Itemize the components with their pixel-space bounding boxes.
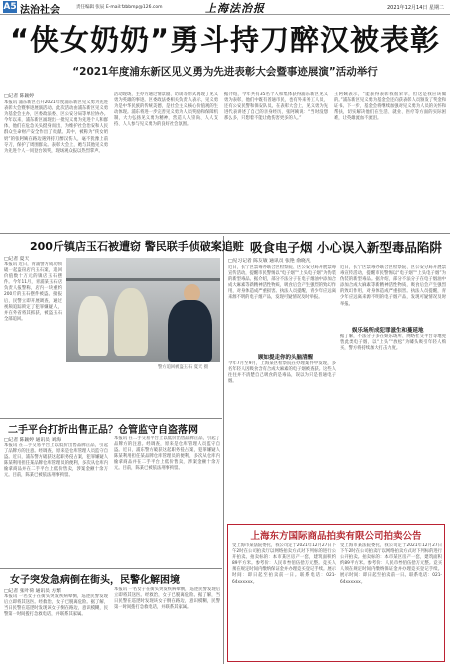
platform-story-body-1: 本报讯 在二手交易平台上以低价出售品牌正品，引起了品牌方的注意。经调查，原来是仓库管理人员监守自盗。近日，浦东警方破获这起职务侵占案，犯罪嫌疑人陈某利用担任某品牌仓库管理员的便利，多次从仓库内偷拿商品并在二手平台上低价售卖，涉案金额十余万元。目前，陈某已被依法刑事拘留。 (4, 443, 108, 479)
vape-story-body-3: 据了解，不法分子多在娱乐场所、网络社交平台等地兜售此类电子烟，以“上头”“放松”为噱头吸引年轻人购买，警方将持续加大打击力度。 (340, 334, 446, 352)
newspaper-masthead: 上海法治报 (205, 2, 265, 15)
photo-shelf (66, 278, 220, 281)
platform-story-body-2: 本报讯 在二手交易平台上以低价出售品牌正品，引起了品牌方的注意。经调查，原来是仓库管理人员监守自盗。近日，浦东警方破获这起职务侵占案，犯罪嫌疑人陈某利用担任某品牌仓库管理员的便利，多次从仓库内偷拿商品并在二手平台上低价售卖，涉案金额十余万元。目前，陈某已被依法刑事拘留。 (114, 436, 220, 472)
lead-column-4: 王阿姨表示，“能获得表彰我很荣幸，但这是我应该做的。”浦东新区见义勇为基金会还向获表彰人员颁发了奖金和证书。下一步，基金会将继续加强对见义勇为人员的关怀和帮扶，切实解决他们在生活、就业、医疗等方面的实际困难，让英雄流血不流泪。 (334, 92, 446, 122)
girl-divider (0, 568, 222, 569)
auction-notice-body-2: 受上海市某法院委托，我公司定于2021年12月27日下午2时在公司拍卖厅以网络拍卖方式对下列标的进行公开拍卖。拍卖标的：本市某区房产一套，建筑面积约89平方米。参考价：人民币叁佰伍拾万元整。竞买人须在规定时间内缴纳保证金并办理竞买登记手续。展示时间：即日起至拍卖前一日。联系电话：021-64xxxxxx。 (340, 543, 442, 585)
platform-divider (0, 418, 222, 419)
page-header (0, 0, 450, 15)
section-name: 法治社会 (20, 5, 60, 16)
jade-story-byline: □记者 夏天 (4, 257, 30, 262)
auction-notice-title: 上海东方国际商品拍卖有限公司拍卖公告 (250, 531, 422, 542)
jade-sculpture-left (78, 296, 108, 356)
jade-story-body: 本报讯 近日，青浦警方成功侦破一起盗窃店内玉石案，追回价值数十万元的镇店玉石摆件。今年11月，青浦某玉石店负责人报警称，店内一块重约200斤的玉石摆件被盗。接报后，民警立即开展调查，通过视频追踪锁定了犯罪嫌疑人，并在外省将其抓获，被盗玉石全部追回。 (4, 262, 62, 322)
lead-byline: □记者 陈颖婷 (4, 94, 35, 99)
vape-story-body-2: 今年7月至9月，上海某区检察院在办理案件中发现，多名年轻人因吸食含有合成大麻素的电子烟被查获。这些人往往并不清楚自己吸食的是毒品，误以为只是普通电子烟。 (228, 361, 336, 385)
lead-column-3: 据介绍，今年共有35名个人和集体获得浦东新区见义勇为表彰，他们中既有普通市民，也有外来务工人员，还有公安民警和保安队员。在表彰大会上，见义勇为先进代表讲述了自己的亲身经历，张阿姨说：“当时没想那么多，只想着不能让他伤害更多的人。” (224, 92, 328, 122)
vape-subtitle-1: 顾如提走你的头脑清醒 (258, 355, 314, 361)
editor-contact: 责任编辑 张辰 E-mail:fzbbmp@126.com (76, 5, 163, 10)
lead-headline: “侠女奶奶”勇斗持刀醉汉被表彰 (9, 23, 441, 57)
photo-caption: 警方追回被盗玉石 夏天 摄 (158, 365, 208, 370)
girl-story-title: 女子突发急病倒在街头，民警化解困境 (10, 575, 180, 586)
column-divider (223, 236, 224, 664)
section-divider (0, 233, 450, 234)
page-number: A5 (3, 2, 17, 12)
lead-column-1: 本报讯 浦东新区召开2021年度浦东新区见义勇为先进表彰大会暨事迹展演活动。此次活动由浦东新区见义勇为基金会主办，区委政法委、区公安分局等单位协办。今年以来，浦东新区涌现出一批见义勇为先进个人和群体，他们在危急关头挺身而出，为维护社会治安和人民群众生命财产安全作出了贡献。其中，被称为“侠女奶奶”的张阿姨在路边遇到持刀醉汉伤人，毫不犹豫上前夺刀，保护了周围群众。表彰大会上，她与其他见义勇为先进个人一同登台领奖，现场观众报以热烈掌声。 (4, 100, 108, 154)
girl-story-body-2: 本报讯 一名女子在街头突发疾病晕倒，巡逻民警发现后立即将其送医。经救治，女子已脱离危险。据了解，当日民警在巡逻时发现该女子倒在路边，意识模糊，民警第一时间拨打急救电话，并联系其家属。 (114, 587, 220, 611)
police-officer (168, 300, 212, 362)
vape-story-title: 吸食电子烟 小心误入新型毒品陷阱 (250, 240, 442, 255)
lead-column-2: 活动现场，主办方通过情景剧、访谈等形式再现了见义勇为英雄的事迹。区委政法委相关负责人表示，见义勇为是中华民族的传统美德，是社会主义核心价值观的生动体现。浦东将进一步完善见义勇为人员奖励和保障机制，大力弘扬见义勇为精神，营造人人崇尚、人人支持、人人参与见义勇为的良好社会氛围。 (114, 92, 218, 128)
auction-notice (227, 524, 445, 662)
vape-story-body-cont: 近日，长宁区禁毒办联合区检察院、区公安分局开展禁毒宣传活动，提醒市民警惕以“电子烟”“上头电子烟”为伪装的新型毒品。据介绍，部分不法分子在电子烟油中添加合成大麻素等新精神活性物质，吸食后会产生强烈的致幻作用，对身体造成严重损害。执法人员提醒，青少年应远离来源不明的电子烟产品，发现可疑情况及时举报。 (340, 265, 446, 307)
auction-notice-body-1: 受上海市某法院委托，我公司定于2021年12月27日下午2时在公司拍卖厅以网络拍卖方式对下列标的进行公开拍卖。拍卖标的：本市某区房产一套，建筑面积约89平方米。参考价：人民币叁佰伍拾万元整。竞买人须在规定时间内缴纳保证金并办理竞买登记手续。展示时间：即日起至拍卖前一日。联系电话：021-64xxxxxx。 (232, 543, 336, 585)
vape-subtitle-2: 娱乐场所成犯罪滋生和蔓延地 (352, 328, 424, 334)
platform-story-byline: □记者 陈颖婷 通讯员 刘海 (4, 438, 62, 443)
girl-story-byline: □记者 张叶荷 通讯员 方繁 (4, 589, 62, 594)
platform-story-title: 二手平台打折出售正品？仓管监守自盗落网 (8, 425, 198, 436)
jade-sculpture-center (114, 288, 148, 356)
vape-story-byline: □见习记者 陈友敏 通讯员 张艳 俞晓凡 (228, 259, 311, 264)
vape-story-body: 近日，长宁区禁毒办联合区检察院、区公安分局开展禁毒宣传活动，提醒市民警惕以“电子烟”“上头电子烟”为伪装的新型毒品。据介绍，部分不法分子在电子烟油中添加合成大麻素等新精神活性物质，吸食后会产生强烈的致幻作用，对身体造成严重损害。执法人员提醒，青少年应远离来源不明的电子烟产品，发现可疑情况及时举报。 (228, 265, 336, 301)
jade-story-title: 200斤镇店玉石被遭窃 警民联手侦破案追赃 (30, 240, 244, 253)
jade-recovery-photo (66, 258, 220, 362)
girl-story-body-1: 本报讯 一名女子在街头突发疾病晕倒，巡逻民警发现后立即将其送医。经救治，女子已脱离危险。据了解，当日民警在巡逻时发现该女子倒在路边，意识模糊，民警第一时间拨打急救电话，并联系其家属。 (4, 594, 108, 618)
issue-date: 2021年12月14日 星期二 (386, 5, 444, 11)
lead-subhead: “2021年度浦东新区见义勇为先进表彰大会暨事迹展演”活动举行 (72, 66, 378, 78)
